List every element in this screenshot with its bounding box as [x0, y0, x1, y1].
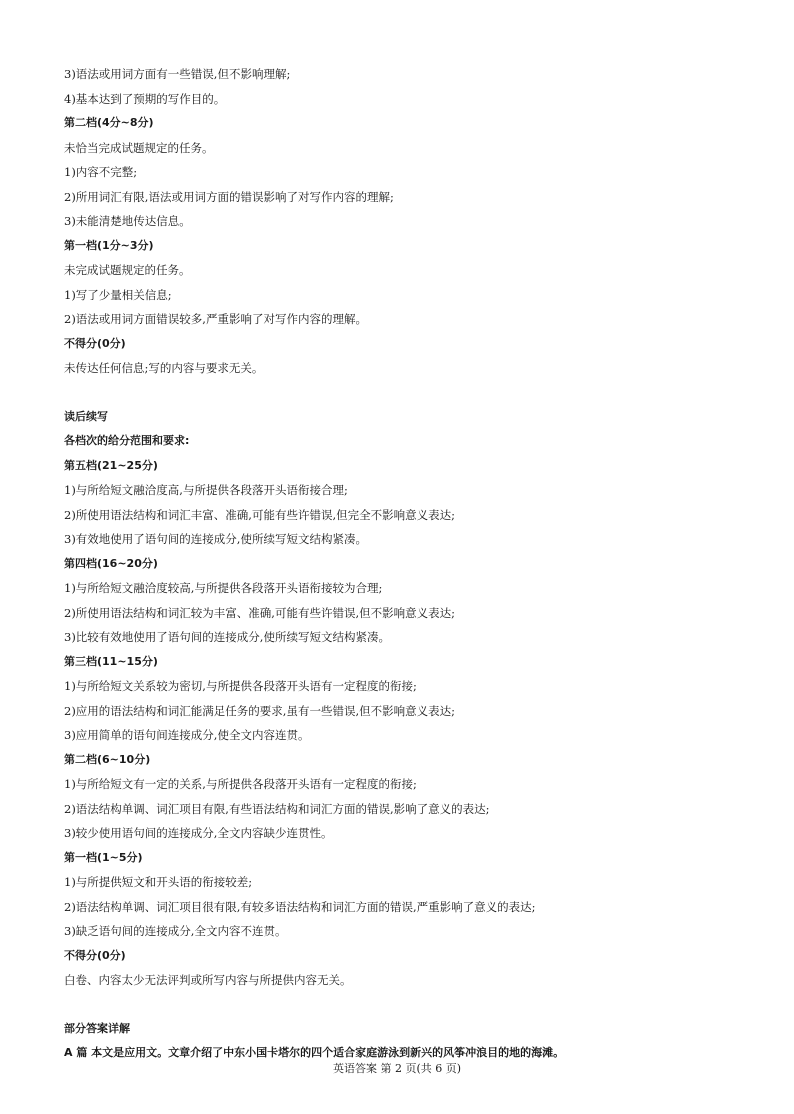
- text-line: 白卷、内容太少无法评判或所写内容与所提供内容无关。: [64, 973, 352, 987]
- section-gap: [64, 993, 744, 1017]
- text-line: 2)所使用语法结构和词汇较为丰富、准确,可能有些许错误,但不影响意义表达;: [64, 605, 455, 620]
- section-gap: [64, 381, 744, 405]
- text-line: 2)语法结构单调、词汇项目很有限,有较多语法结构和词汇方面的错误,严重影响了意义的表达;: [64, 899, 536, 914]
- section-heading: 不得分(0分): [64, 336, 126, 350]
- section-heading: A 篇 本文是应用文。文章介绍了中东小国卡塔尔的四个适合家庭游泳到新兴的风筝冲浪目的地的海滩。: [64, 1046, 565, 1059]
- section-heading: 第二档(6~10分): [64, 752, 151, 766]
- document-body: [64, 62, 744, 1066]
- text-line: 2)语法或用词方面错误较多,严重影响了对写作内容的理解。: [64, 312, 367, 326]
- section-heading: 第五档(21~25分): [64, 458, 158, 472]
- text-line: 3)应用简单的语句间连接成分,使全文内容连贯。: [64, 728, 310, 742]
- text-line: 2)所使用语法结构和词汇丰富、准确,可能有些许错误,但完全不影响意义表达;: [64, 507, 455, 522]
- writing-scoring-section: [64, 62, 744, 381]
- answer-explanation-section: [64, 1017, 744, 1066]
- text-line: 3)较少使用语句间的连接成分,全文内容缺少连贯性。: [64, 826, 333, 840]
- text-line: 未恰当完成试题规定的任务。: [64, 140, 214, 155]
- text-line: 3)未能清楚地传达信息。: [64, 214, 191, 228]
- text-line: 未完成试题规定的任务。: [64, 263, 191, 277]
- section-heading: 不得分(0分): [64, 948, 126, 962]
- text-line: 1)与所给短文融洽度较高,与所提供各段落开头语衔接较为合理;: [64, 581, 383, 595]
- text-line: 2)语法结构单调、词汇项目有限,有些语法结构和词汇方面的错误,影响了意义的表达;: [64, 801, 490, 816]
- text-line: 1)写了少量相关信息;: [64, 287, 172, 302]
- text-line: 3)语法或用词方面有一些错误,但不影响理解;: [64, 67, 291, 81]
- text-line: 1)与所给短文有一定的关系,与所提供各段落开头语有一定程度的衔接;: [64, 777, 417, 791]
- text-line: 1)与所给短文关系较为密切,与所提供各段落开头语有一定程度的衔接;: [64, 679, 417, 693]
- text-line: 4)基本达到了预期的写作目的。: [64, 91, 226, 106]
- text-line: 2)所用词汇有限,语法或用词方面的错误影响了对写作内容的理解;: [64, 189, 394, 204]
- section-heading: 部分答案详解: [64, 1021, 130, 1035]
- text-line: 2)应用的语法结构和词汇能满足任务的要求,虽有一些错误,但不影响意义表达;: [64, 703, 455, 718]
- section-heading: 第一档(1~5分): [64, 850, 143, 864]
- text-line: 1)与所给短文融洽度高,与所提供各段落开头语衔接合理;: [64, 483, 348, 497]
- text-line: 3)比较有效地使用了语句间的连接成分,使所续写短文结构紧凑。: [64, 630, 390, 644]
- text-line: 未传达任何信息;写的内容与要求无关。: [64, 361, 264, 375]
- text-line: 3)有效地使用了语句间的连接成分,使所续写短文结构紧凑。: [64, 532, 367, 546]
- section-heading: 第四档(16~20分): [64, 556, 158, 570]
- section-heading: 各档次的给分范围和要求:: [64, 434, 190, 447]
- text-line: 3)缺乏语句间的连接成分,全文内容不连贯。: [64, 924, 287, 938]
- text-line: 1)与所提供短文和开头语的衔接较差;: [64, 875, 253, 889]
- continuation-writing-scoring-section: [64, 405, 744, 993]
- section-heading: 第一档(1分~3分): [64, 238, 154, 252]
- section-heading: 第二档(4分~8分): [64, 116, 154, 129]
- section-heading: 第三档(11~15分): [64, 654, 158, 668]
- section-heading: 读后续写: [64, 409, 108, 423]
- page-footer: 英语答案 第 2 页(共 6 页): [332, 1062, 462, 1075]
- text-line: 1)内容不完整;: [64, 165, 138, 179]
